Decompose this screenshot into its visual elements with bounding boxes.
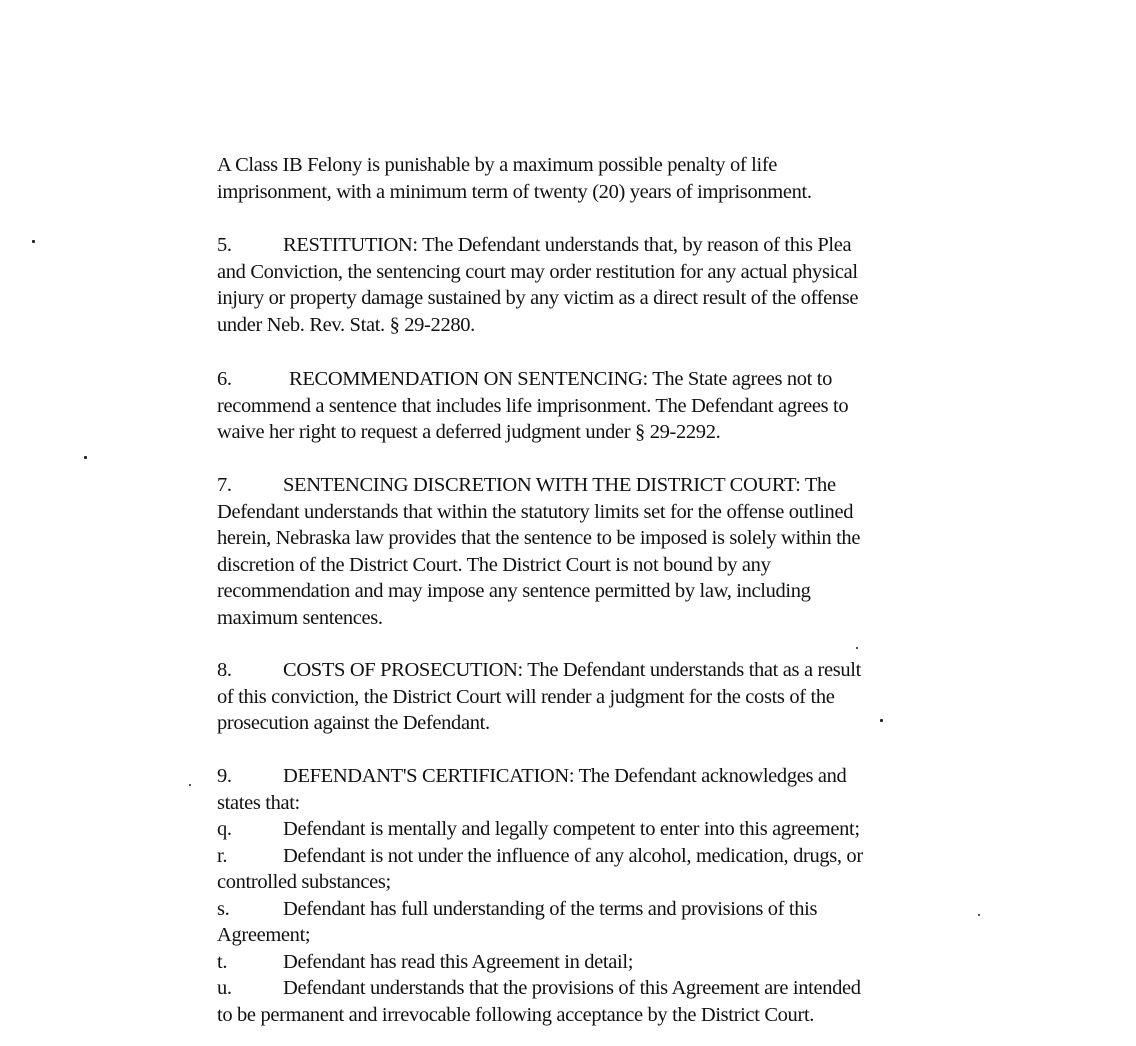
section-heading-line: DEFENDANT'S CERTIFICATION: The Defendant acknowledges and [283, 765, 847, 787]
section-number: 6. [217, 368, 232, 390]
certification-item [217, 896, 947, 923]
section-restitution [217, 232, 947, 338]
item-letter: u. [217, 977, 232, 999]
section-line: recommend a sentence that includes life imprisonment. The Defendant agrees to [217, 394, 849, 417]
certification-item [217, 975, 947, 1002]
section-line: prosecution against the Defendant. [217, 712, 490, 734]
certification-item [217, 816, 947, 843]
intro-paragraph [217, 152, 947, 205]
item-continuation: to be permanent and irrevocable following acceptance by the District Court. [217, 1003, 815, 1026]
item-continuation: Agreement; [217, 924, 311, 946]
section-heading-line: RECOMMENDATION ON SENTENCING: The State agrees not to [289, 368, 833, 390]
scan-speck [84, 456, 87, 459]
item-letter: r. [217, 844, 228, 867]
section-line: states that: [217, 791, 300, 814]
scan-speck [189, 784, 191, 786]
section-line: recommendation and may impose any sentence permitted by law, including [217, 580, 811, 602]
scan-speck [856, 647, 858, 649]
intro-line: A Class IB Felony is punishable by a maximum possible penalty of life [217, 154, 778, 176]
item-text: Defendant has full understanding of the terms and provisions of this [283, 897, 818, 920]
section-heading-line: SENTENCING DISCRETION WITH THE DISTRICT COURT: The [283, 474, 836, 496]
section-number: 9. [217, 765, 232, 787]
section-line: herein, Nebraska law provides that the sentence to be imposed is solely within the [217, 527, 861, 549]
item-continuation: controlled substances; [217, 871, 391, 893]
item-letter: s. [217, 897, 230, 920]
certification-item [217, 843, 947, 870]
item-text: Defendant is not under the influence of any alcohol, medication, drugs, or [283, 844, 863, 867]
section-line: waive her right to request a deferred judgment under § 29-2292. [217, 421, 721, 443]
item-letter: t. [217, 950, 228, 973]
section-number: 7. [217, 474, 232, 496]
scan-speck [978, 914, 980, 916]
intro-line: imprisonment, with a minimum term of twenty (20) years of imprisonment. [217, 180, 812, 203]
section-line: and Conviction, the sentencing court may order restitution for any actual physical [217, 260, 858, 283]
section-line: of this conviction, the District Court will render a judgment for the costs of the [217, 685, 835, 708]
section-line: injury or property damage sustained by any victim as a direct result of the offense [217, 287, 859, 309]
item-text: Defendant understands that the provisions of this Agreement are intended [283, 977, 861, 999]
section-line: discretion of the District Court. The District Court is not bound by any [217, 553, 771, 576]
section-sentencing-discretion [217, 472, 947, 631]
section-heading-line: RESTITUTION: The Defendant understands that, by reason of this Plea [283, 234, 852, 256]
section-line: Defendant understands that within the statutory limits set for the offense outlined [217, 500, 854, 523]
section-line: under Neb. Rev. Stat. § 29-2280. [217, 313, 475, 336]
item-text: Defendant has read this Agreement in detail; [283, 950, 634, 973]
section-number: 8. [217, 659, 232, 681]
scan-speck [32, 240, 35, 243]
section-recommendation-on-sentencing [217, 366, 947, 446]
section-defendants-certification [217, 763, 947, 1028]
certification-item [217, 949, 947, 976]
section-line: maximum sentences. [217, 606, 383, 629]
section-costs-of-prosecution [217, 657, 947, 737]
section-number: 5. [217, 234, 232, 256]
section-heading-line: COSTS OF PROSECUTION: The Defendant understands that as a result [283, 659, 861, 681]
item-text: Defendant is mentally and legally competent to enter into this agreement; [283, 818, 860, 840]
item-letter: q. [217, 818, 232, 840]
